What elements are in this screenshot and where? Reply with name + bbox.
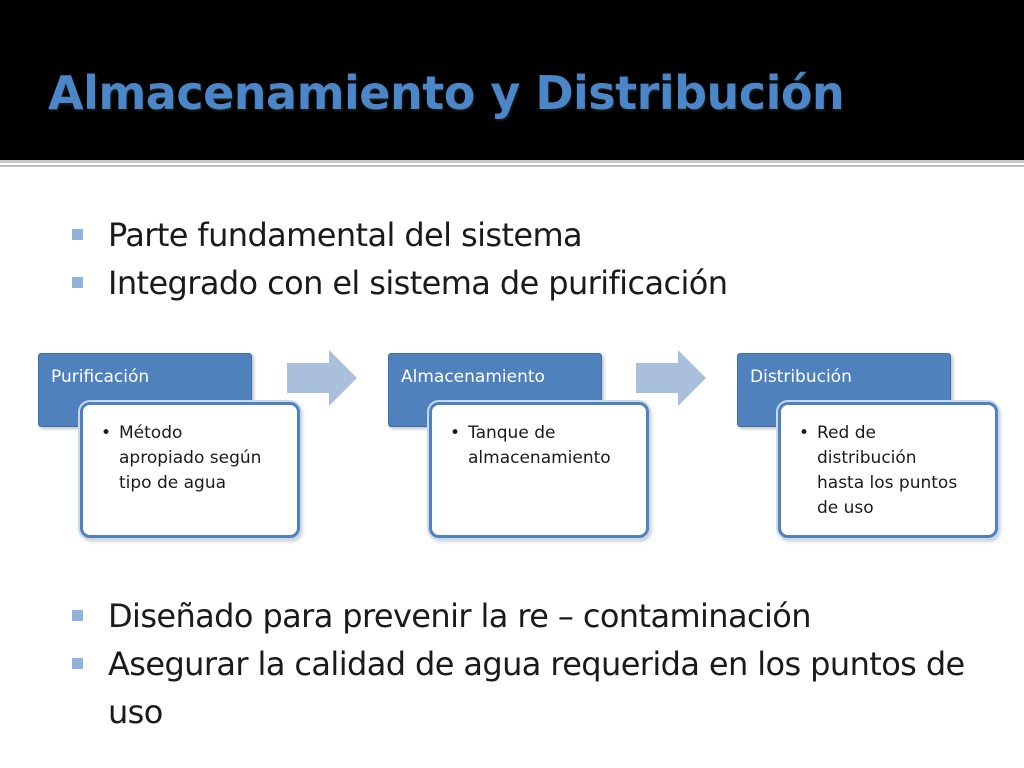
bullet-text: Asegurar la calidad de agua requerida en los puntos de uso (108, 645, 965, 731)
detail-line: distribución (817, 448, 917, 468)
stage-label: Distribución (750, 367, 852, 387)
dot-bullet-icon: • (799, 423, 810, 443)
bullet-text: Parte fundamental del sistema (108, 216, 583, 254)
title-divider-secondary (0, 165, 1024, 167)
square-bullet-icon (72, 610, 83, 621)
stage-distribucion-card (778, 402, 998, 538)
detail-line: almacenamiento (468, 448, 611, 468)
detail-line: tipo de agua (119, 473, 227, 493)
bullet-item (72, 211, 727, 259)
bullet-item (72, 592, 972, 640)
title-divider (0, 160, 1024, 163)
stage-detail (99, 421, 285, 496)
stage-almacenamiento-card (429, 402, 649, 538)
bottom-bullet-list (72, 592, 972, 736)
dot-bullet-icon: • (101, 423, 112, 443)
bullet-text: Integrado con el sistema de purificación (108, 264, 728, 302)
square-bullet-icon (72, 658, 83, 669)
bullet-text: Diseñado para prevenir la re – contaminación (108, 597, 811, 635)
detail-line: Tanque de (468, 423, 556, 443)
bullet-item (72, 259, 727, 307)
bullet-item (72, 640, 972, 736)
detail-line: de uso (817, 498, 874, 518)
stage-detail (448, 421, 634, 471)
stage-purificacion-card (80, 402, 300, 538)
detail-line: Método (119, 423, 183, 443)
detail-line: apropiado según (119, 448, 262, 468)
detail-line: hasta los puntos (817, 473, 958, 493)
title-bar (0, 0, 1024, 160)
stage-label: Purificación (51, 367, 150, 387)
stage-detail (797, 421, 983, 521)
square-bullet-icon (72, 277, 83, 288)
square-bullet-icon (72, 229, 83, 240)
top-bullet-list (72, 211, 727, 307)
slide-title: Almacenamiento y Distribución (48, 66, 845, 120)
dot-bullet-icon: • (450, 423, 461, 443)
stage-label: Almacenamiento (401, 367, 545, 387)
detail-line: Red de (817, 423, 876, 443)
right-arrow-icon (287, 350, 359, 406)
right-arrow-icon (636, 350, 708, 406)
